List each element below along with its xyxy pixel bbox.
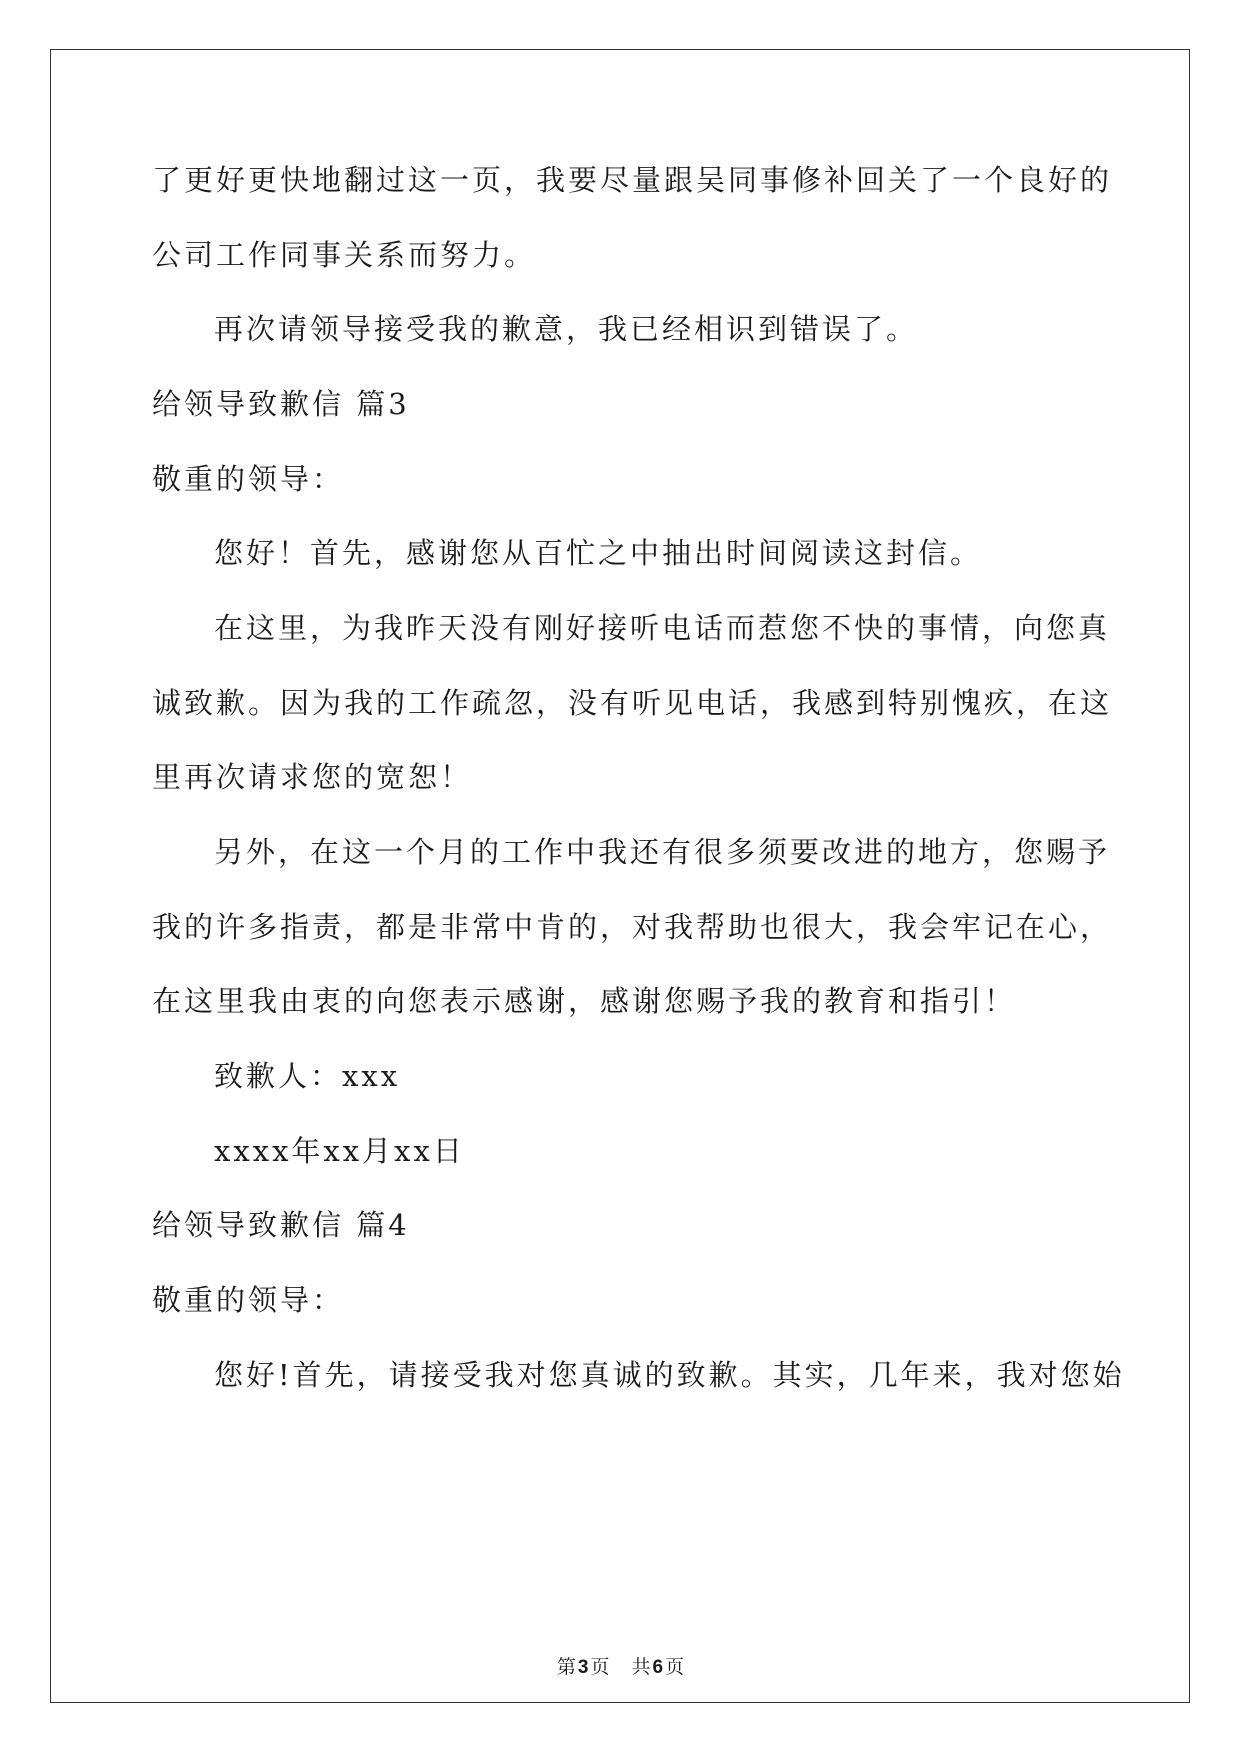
body-line: 在这里我由衷的向您表示感谢，感谢您赐予我的教育和指引！ xyxy=(152,984,1017,1018)
total-prefix: 共 xyxy=(631,1656,651,1678)
signature-date: xxxx年xx月xx日 xyxy=(214,1134,465,1168)
page-footer xyxy=(0,1655,1241,1680)
body-line: 公司工作同事关系而努力。 xyxy=(152,238,537,272)
body-paragraph: 您好!首先，请接受我对您真诚的致歉。其实，几年来，我对您始 xyxy=(214,1358,1125,1392)
body-line: 我的许多指责，都是非常中肯的，对我帮助也很大，我会牢记在心， xyxy=(152,910,1113,944)
section-heading: 给领导致歉信 篇4 xyxy=(152,1208,410,1242)
section-heading: 给领导致歉信 篇3 xyxy=(152,387,410,421)
body-line: 诚致歉。因为我的工作疏忽，没有听见电话，我感到特别愧疚，在这 xyxy=(152,686,1113,720)
salutation: 敬重的领导： xyxy=(152,462,345,496)
signature-name: 致歉人：xxx xyxy=(214,1059,401,1093)
salutation: 敬重的领导： xyxy=(152,1283,345,1317)
total-page-number: 6 xyxy=(652,1657,664,1678)
total-suffix: 页 xyxy=(665,1656,685,1678)
page-suffix: 页 xyxy=(590,1656,610,1678)
body-paragraph: 另外，在这一个月的工作中我还有很多须要改进的地方，您赐予 xyxy=(214,835,1111,869)
current-page-number: 3 xyxy=(577,1657,589,1678)
body-paragraph: 在这里，为我昨天没有刚好接听电话而惹您不快的事情，向您真 xyxy=(214,611,1111,645)
body-paragraph: 再次请领导接受我的歉意，我已经相识到错误了。 xyxy=(214,312,919,346)
page-border xyxy=(50,49,1190,1703)
body-line: 了更好更快地翻过这一页，我要尽量跟吴同事修补回关了一个良好的 xyxy=(152,163,1113,197)
page-prefix: 第 xyxy=(556,1656,576,1678)
body-paragraph: 您好！首先，感谢您从百忙之中抽出时间阅读这封信。 xyxy=(214,536,983,570)
body-line: 里再次请求您的宽恕！ xyxy=(152,760,473,794)
